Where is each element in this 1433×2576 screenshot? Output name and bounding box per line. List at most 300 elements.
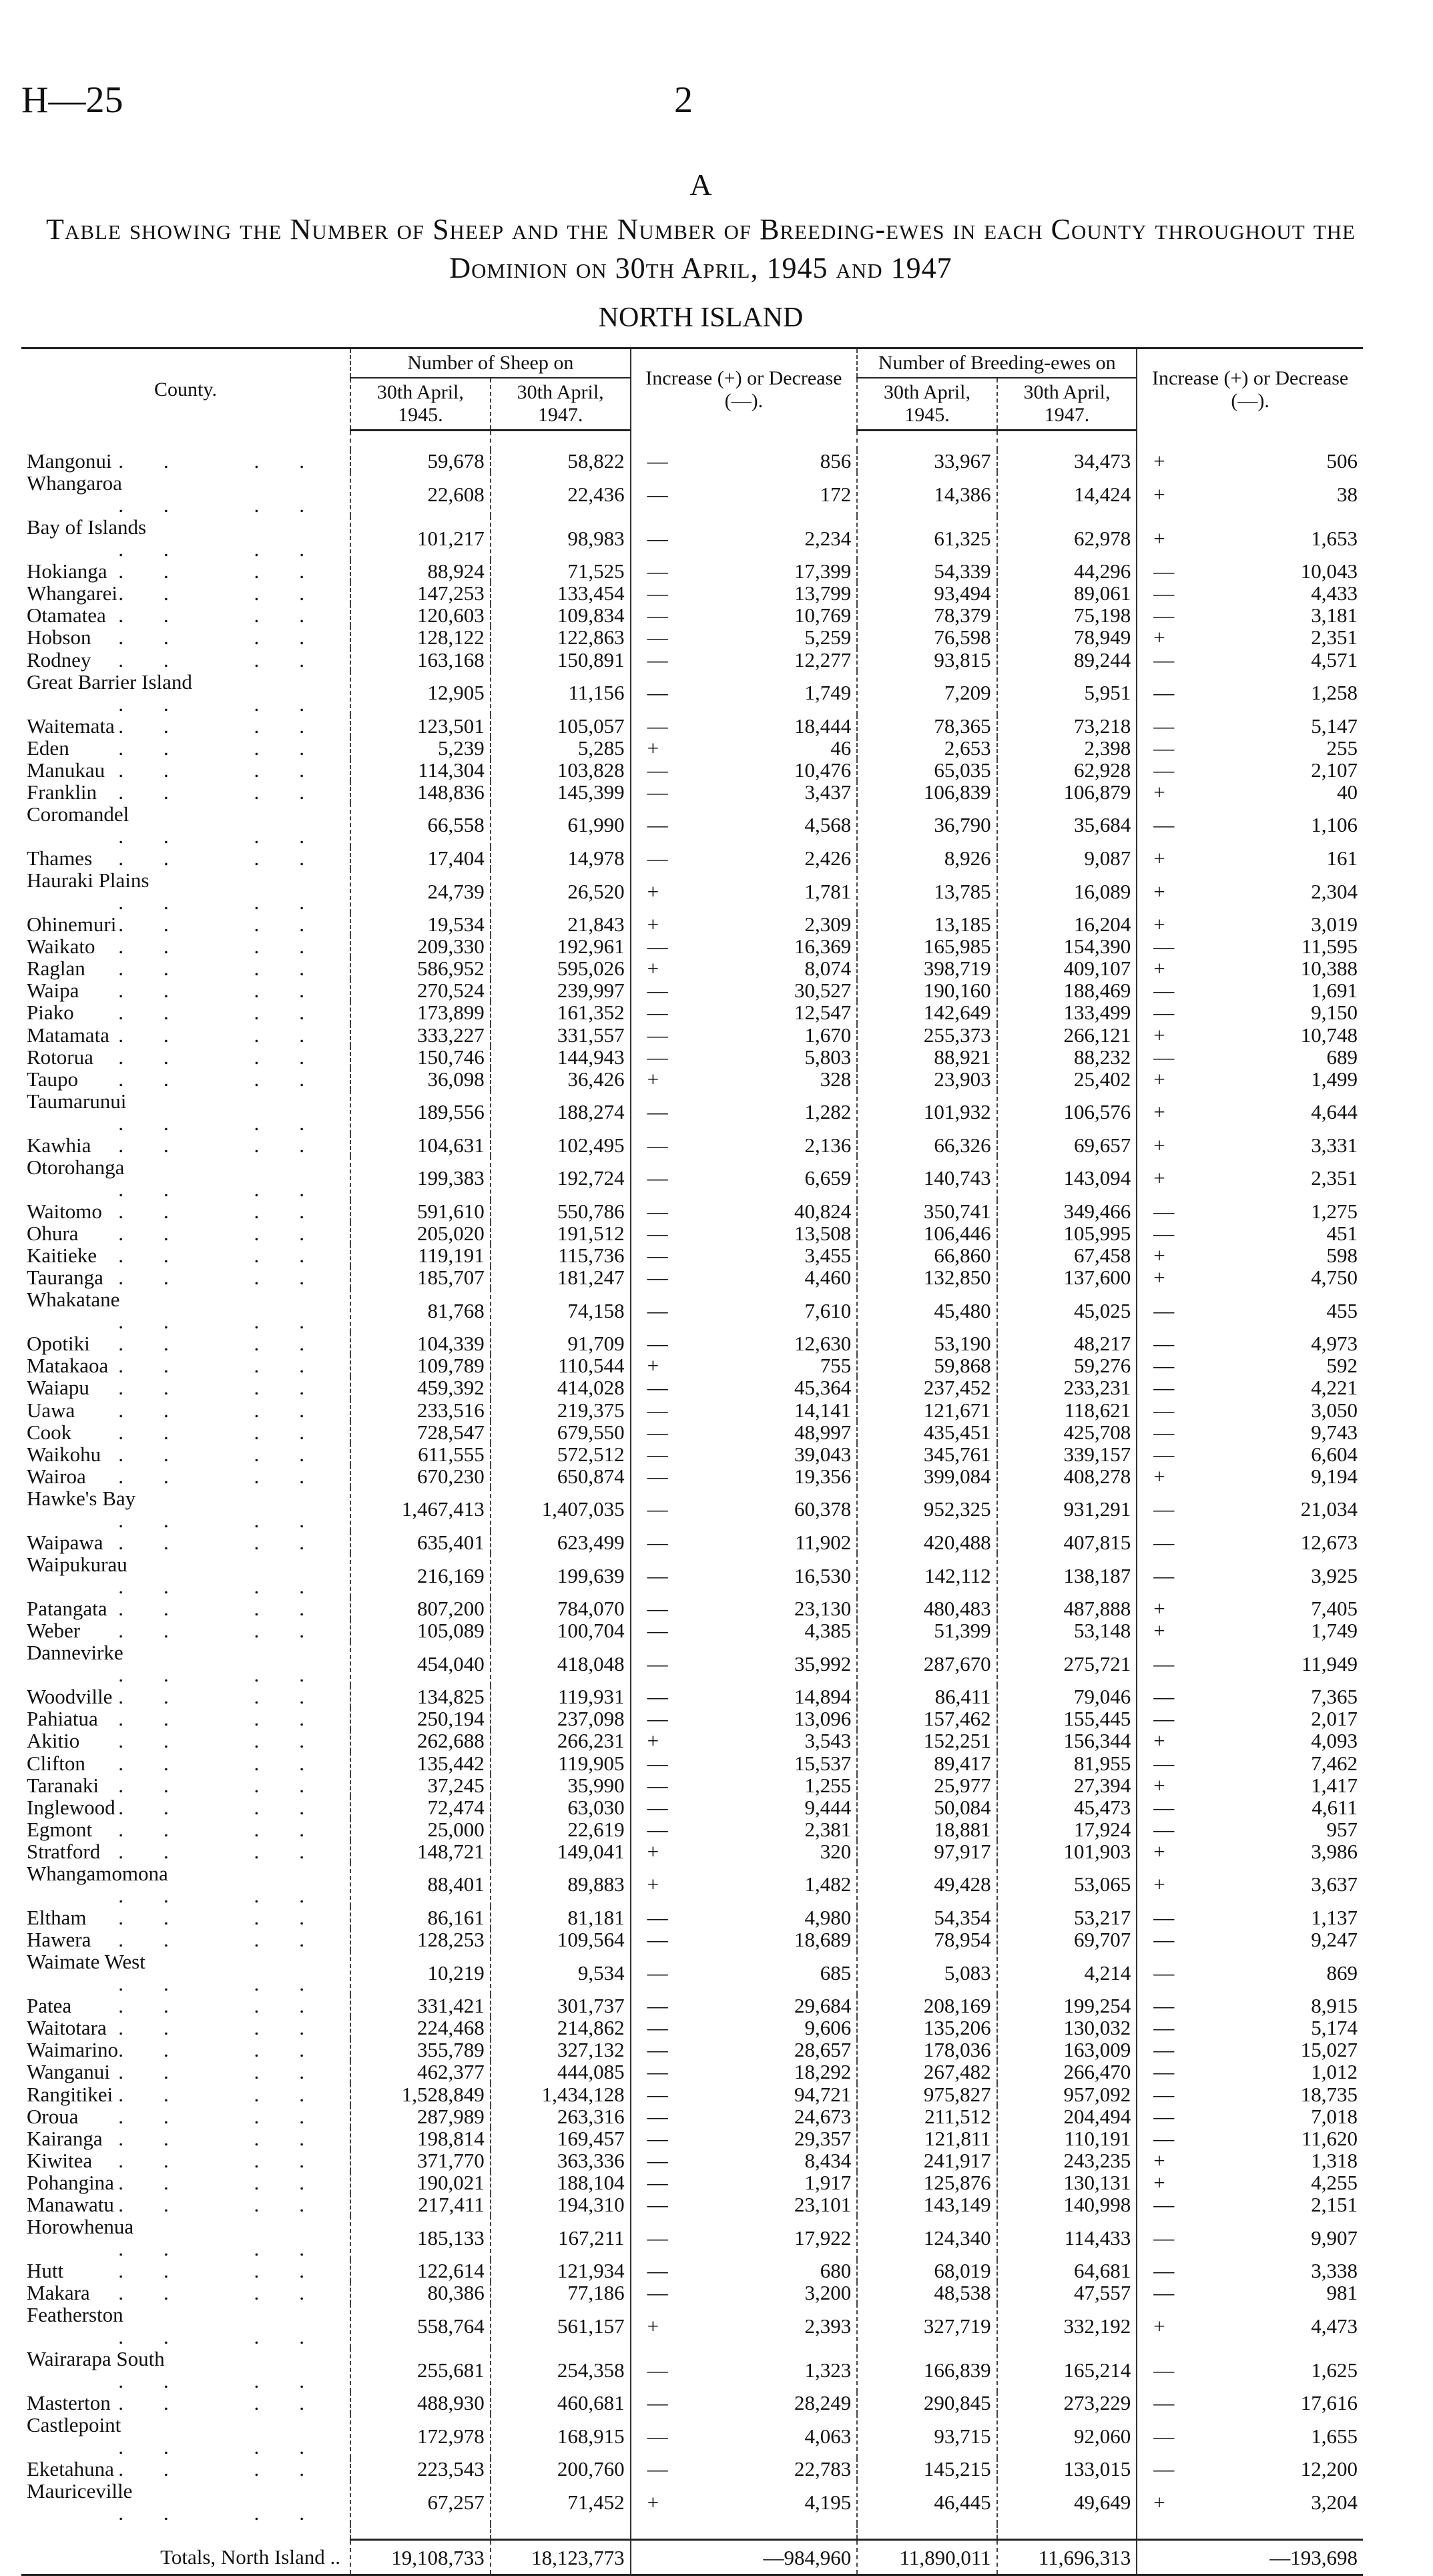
change-value: 46: [830, 736, 852, 760]
table-row: [21, 1332, 1363, 1354]
county-label: Hawera: [27, 1928, 91, 1952]
ewes-1945: 5,083: [857, 1951, 996, 1995]
change-sign: —: [1153, 1905, 1175, 1929]
change-value: 4,433: [1311, 581, 1358, 605]
ewes-1947: 53,065: [997, 1862, 1137, 1906]
sheep-change: [631, 2480, 858, 2524]
change-value: 506: [1326, 449, 1358, 473]
ewes-1945: 157,462: [857, 1708, 996, 1730]
change-value: 1,012: [1311, 2060, 1358, 2084]
change-value: 3,181: [1311, 603, 1358, 627]
ewes-1947: 78,949: [997, 626, 1137, 648]
county-label: Inglewood: [27, 1795, 115, 1819]
leader-dots: .. ..: [118, 2435, 344, 2459]
sheep-1947: 77,186: [491, 2282, 631, 2304]
change-value: 38: [1337, 482, 1358, 506]
change-value: 7,018: [1311, 2104, 1358, 2128]
header-sheep-1945: 30th April, 1945.: [350, 378, 491, 431]
ewes-change: [1137, 2039, 1363, 2061]
change-sign: —: [647, 758, 668, 782]
sheep-change: [631, 472, 858, 516]
sheep-1945: 72,474: [350, 1796, 491, 1818]
ewes-1945: 49,428: [857, 1862, 996, 1906]
change-value: 2,309: [804, 913, 852, 937]
change-sign: +: [1153, 1166, 1165, 1190]
ewes-change: [1137, 1465, 1363, 1487]
sheep-change: [631, 1465, 858, 1487]
ewes-change: [1137, 648, 1363, 670]
sheep-1945: 148,721: [350, 1840, 491, 1862]
leader-dots: .. ..: [118, 1332, 344, 1356]
leader-dots: .. ..: [118, 2016, 344, 2040]
change-value: 40: [1337, 780, 1358, 804]
ewes-1945: 166,839: [857, 2348, 996, 2392]
change-sign: —: [1153, 1420, 1175, 1444]
county-name: [21, 2105, 350, 2127]
ewes-1945: 48,538: [857, 2282, 996, 2304]
change-sign: —: [647, 581, 668, 605]
table-row: [21, 2149, 1363, 2171]
sheep-change: [631, 869, 858, 913]
change-value: 680: [820, 2259, 852, 2283]
change-value: 320: [820, 1839, 852, 1863]
county-name: [21, 1730, 350, 1752]
leader-dots: .. ..: [118, 1067, 344, 1091]
change-value: 7,365: [1311, 1685, 1358, 1709]
ewes-1947: 67,458: [997, 1244, 1137, 1266]
change-value: 13,799: [794, 581, 852, 605]
change-sign: —: [647, 2457, 668, 2481]
ewes-1947: 243,235: [997, 2149, 1137, 2171]
leader-dots: .. ..: [118, 1663, 344, 1687]
ewes-1945: 89,417: [857, 1752, 996, 1774]
table-row: [21, 2194, 1363, 2216]
change-value: 4,460: [804, 1266, 852, 1290]
sheep-1947: 327,132: [491, 2039, 631, 2061]
ewes-change: [1137, 1862, 1363, 1906]
ewes-1947: 16,089: [997, 869, 1137, 913]
ewes-change: [1137, 1906, 1363, 1928]
sheep-change: [631, 781, 858, 803]
change-value: 4,980: [804, 1905, 852, 1929]
county-name: [21, 1619, 350, 1641]
sheep-change: [631, 1597, 858, 1619]
change-sign: —: [647, 1133, 668, 1157]
sheep-1945: 1,528,849: [350, 2083, 491, 2105]
table-row: [21, 781, 1363, 803]
ewes-change: [1137, 472, 1363, 516]
ewes-change: [1137, 935, 1363, 957]
sheep-1945: 462,377: [350, 2061, 491, 2083]
change-value: 28,249: [794, 2391, 852, 2415]
sheep-change: [631, 2127, 858, 2149]
ewes-1947: 156,344: [997, 1730, 1137, 1752]
table-row: [21, 737, 1363, 759]
sheep-1947: 109,834: [491, 604, 631, 626]
county-label: Dannevirke: [27, 1641, 123, 1665]
sheep-1947: 21,843: [491, 913, 631, 935]
change-value: 4,973: [1311, 1332, 1358, 1356]
sheep-1945: 173,899: [350, 1001, 491, 1023]
change-value: 15,537: [794, 1751, 852, 1775]
county-label: Kawhia: [27, 1133, 91, 1157]
sheep-change: [631, 1752, 858, 1774]
sheep-change: [631, 516, 858, 560]
leader-dots: .. ..: [118, 2325, 344, 2349]
leader-dots: .. ..: [118, 1839, 344, 1863]
change-sign: +: [647, 736, 659, 760]
sheep-change: [631, 979, 858, 1001]
change-sign: —: [647, 2060, 668, 2084]
ewes-change: [1137, 626, 1363, 648]
county-name: [21, 847, 350, 869]
change-sign: —: [1153, 1994, 1175, 2018]
change-value: 2,351: [1311, 625, 1358, 650]
leader-dots: .. ..: [118, 625, 344, 650]
sheep-change: [631, 2083, 858, 2105]
table-row: [21, 847, 1363, 869]
county-name: [21, 2260, 350, 2282]
change-value: 12,673: [1300, 1530, 1358, 1554]
county-name: [21, 1068, 350, 1090]
change-sign: —: [1153, 736, 1175, 760]
change-sign: —: [1153, 2226, 1175, 2250]
change-sign: —: [1153, 2457, 1175, 2481]
ewes-1947: 25,402: [997, 1068, 1137, 1090]
change-value: 3,437: [804, 780, 852, 804]
change-sign: +: [647, 1729, 659, 1753]
table-row: [21, 516, 1363, 560]
change-sign: —: [1153, 2281, 1175, 2305]
change-sign: —: [647, 780, 668, 804]
sheep-1947: 100,704: [491, 1619, 631, 1641]
county-label: Weber: [27, 1619, 81, 1643]
county-label: Whakatane: [27, 1288, 120, 1312]
change-value: 19,356: [794, 1464, 852, 1488]
change-value: 2,351: [1311, 1166, 1358, 1190]
change-sign: —: [647, 2259, 668, 2283]
table-row: [21, 1951, 1363, 1995]
change-value: 3,338: [1311, 2259, 1358, 2283]
ewes-1947: 34,473: [997, 450, 1137, 472]
sheep-1947: 167,211: [491, 2216, 631, 2260]
leader-dots: .. ..: [118, 1707, 344, 1731]
change-value: 1,282: [804, 1100, 852, 1124]
header-ewes-1947: 30th April, 1947.: [997, 378, 1137, 431]
ewes-1945: 78,365: [857, 715, 996, 737]
county-label: Eltham: [27, 1905, 87, 1929]
county-name: [21, 781, 350, 803]
sheep-1945: 150,746: [350, 1046, 491, 1068]
table-row: [21, 1862, 1363, 1906]
ewes-1947: 92,060: [997, 2414, 1137, 2458]
sheep-1947: 263,316: [491, 2105, 631, 2127]
header-county: County.: [154, 378, 217, 401]
leader-dots: .. ..: [118, 1133, 344, 1157]
sheep-1945: 270,524: [350, 979, 491, 1001]
sheep-change: [631, 2348, 858, 2392]
change-value: 11,902: [795, 1530, 852, 1554]
leader-dots: .. ..: [118, 913, 344, 937]
change-sign: +: [647, 2490, 659, 2514]
table-row: [21, 1266, 1363, 1288]
change-sign: —: [647, 1563, 668, 1587]
leader-dots: .. ..: [118, 2501, 344, 2525]
table-row: [21, 715, 1363, 737]
ewes-1945: 237,452: [857, 1376, 996, 1398]
leader-dots: .. ..: [118, 2148, 344, 2172]
change-sign: +: [1153, 2170, 1165, 2194]
sheep-1945: 134,825: [350, 1686, 491, 1708]
leader-dots: .. ..: [118, 581, 344, 605]
change-value: 1,670: [804, 1023, 852, 1047]
table-row: [21, 1090, 1363, 1134]
sheep-1947: 1,434,128: [491, 2083, 631, 2105]
county-label: Kaitieke: [27, 1244, 97, 1268]
sheep-change: [631, 1266, 858, 1288]
change-sign: +: [647, 1872, 659, 1896]
leader-dots: .. ..: [118, 2104, 344, 2128]
ewes-1945: 132,850: [857, 1266, 996, 1288]
totals-sheep-1947: 18,123,773: [491, 2540, 631, 2575]
sheep-1945: 66,558: [350, 803, 491, 847]
table-row: [21, 1244, 1363, 1266]
sheep-change: [631, 1951, 858, 1995]
ewes-1945: 86,411: [857, 1686, 996, 1708]
county-label: Oroua: [27, 2104, 79, 2128]
sheep-1947: 169,457: [491, 2127, 631, 2149]
table-row: [21, 1553, 1363, 1597]
ewes-1945: 267,482: [857, 2061, 996, 2083]
county-label: Franklin: [27, 780, 97, 804]
leader-dots: .. ..: [118, 2082, 344, 2106]
county-name: [21, 648, 350, 670]
ewes-1945: 399,084: [857, 1465, 996, 1487]
county-name: [21, 1332, 350, 1354]
leader-dots: .. ..: [118, 2457, 344, 2481]
county-label: Kairanga: [27, 2126, 103, 2150]
change-sign: +: [647, 879, 659, 903]
change-value: 29,357: [794, 2126, 852, 2150]
ewes-change: [1137, 979, 1363, 1001]
change-value: 7,462: [1311, 1751, 1358, 1775]
sheep-1947: 460,681: [491, 2392, 631, 2414]
county-name: [21, 1421, 350, 1443]
ewes-1945: 66,860: [857, 1244, 996, 1266]
county-label: Woodville: [27, 1685, 113, 1709]
ewes-change: [1137, 2105, 1363, 2127]
change-value: 869: [1326, 1961, 1358, 1985]
change-value: 18,689: [794, 1928, 852, 1952]
sheep-change: [631, 1244, 858, 1266]
change-sign: +: [1153, 879, 1165, 903]
sheep-1947: 150,891: [491, 648, 631, 670]
ewes-1947: 199,254: [997, 1995, 1137, 2017]
change-sign: —: [647, 2193, 668, 2217]
change-value: 685: [820, 1961, 852, 1985]
sheep-1947: 192,961: [491, 935, 631, 957]
change-value: 3,925: [1311, 1563, 1358, 1587]
ewes-change: [1137, 1001, 1363, 1023]
ewes-1945: 25,977: [857, 1774, 996, 1796]
change-sign: +: [647, 957, 659, 981]
sheep-1947: 200,760: [491, 2458, 631, 2480]
leader-dots: .. ..: [118, 1508, 344, 1532]
county-label: Whangaroa: [27, 471, 122, 495]
change-sign: —: [647, 559, 668, 583]
ewes-1947: 101,903: [997, 1840, 1137, 1862]
county-name: [21, 1090, 350, 1134]
table-row: [21, 1046, 1363, 1068]
sheep-change: [631, 626, 858, 648]
change-sign: —: [1153, 1530, 1175, 1554]
ewes-1947: 47,557: [997, 2282, 1137, 2304]
sheep-1945: 135,442: [350, 1752, 491, 1774]
ewes-1947: 155,445: [997, 1708, 1137, 1730]
sheep-1945: 24,739: [350, 869, 491, 913]
leader-dots: .. ..: [118, 2126, 344, 2150]
change-value: 8,915: [1311, 1994, 1358, 2018]
sheep-1945: 104,339: [350, 1332, 491, 1354]
county-name: [21, 2480, 350, 2524]
change-sign: —: [1153, 1817, 1175, 1841]
change-sign: —: [1153, 935, 1175, 959]
ewes-1947: 165,214: [997, 2348, 1137, 2392]
ewes-change: [1137, 2017, 1363, 2039]
ewes-1947: 69,707: [997, 1928, 1137, 1951]
change-sign: +: [1153, 1067, 1165, 1091]
ewes-1945: 2,653: [857, 737, 996, 759]
change-value: 3,986: [1311, 1839, 1358, 1863]
sheep-change: [631, 2260, 858, 2282]
sheep-1947: 63,030: [491, 1796, 631, 1818]
change-value: 18,444: [794, 714, 852, 738]
change-value: 16,369: [794, 935, 852, 959]
sheep-1947: 144,943: [491, 1046, 631, 1068]
ewes-1947: 89,061: [997, 582, 1137, 604]
change-sign: —: [647, 935, 668, 959]
ewes-1947: 138,187: [997, 1553, 1137, 1597]
sheep-1947: 9,534: [491, 1951, 631, 1995]
change-sign: +: [1153, 957, 1165, 981]
ewes-1947: 273,229: [997, 2392, 1137, 2414]
sheep-1945: 19,534: [350, 913, 491, 935]
sheep-change: [631, 2105, 858, 2127]
ewes-1947: 14,424: [997, 472, 1137, 516]
sheep-1945: 190,021: [350, 2171, 491, 2194]
leader-dots: .. ..: [118, 1420, 344, 1444]
sheep-change: [631, 1134, 858, 1156]
change-value: 7,610: [804, 1298, 852, 1322]
sheep-1945: 209,330: [350, 935, 491, 957]
county-label: Tauranga: [27, 1266, 103, 1290]
county-label: Manukau: [27, 758, 105, 782]
table-row: [21, 1399, 1363, 1421]
sheep-1945: 217,411: [350, 2194, 491, 2216]
table-row: [21, 935, 1363, 957]
county-label: Featherston: [27, 2303, 123, 2327]
county-label: Wanganui: [27, 2060, 110, 2084]
sheep-1945: 591,610: [350, 1200, 491, 1222]
change-value: 1,258: [1311, 681, 1358, 705]
sheep-1947: 188,104: [491, 2171, 631, 2194]
ewes-1945: 7,209: [857, 671, 996, 715]
change-sign: —: [1153, 714, 1175, 738]
sheep-1947: 219,375: [491, 1399, 631, 1421]
sheep-1947: 35,990: [491, 1774, 631, 1796]
change-sign: —: [647, 1244, 668, 1268]
leader-dots: .. ..: [118, 824, 344, 848]
ewes-1945: 145,215: [857, 2458, 996, 2480]
sheep-1945: 163,168: [350, 648, 491, 670]
change-value: 4,611: [1312, 1795, 1358, 1819]
sheep-1945: 59,678: [350, 450, 491, 472]
sheep-change: [631, 1332, 858, 1354]
change-value: 13,508: [794, 1222, 852, 1246]
sheep-1945: 255,681: [350, 2348, 491, 2392]
change-sign: —: [1153, 2391, 1175, 2415]
sheep-1947: 122,863: [491, 626, 631, 648]
leader-dots: .. ..: [118, 648, 344, 672]
change-value: 17,922: [794, 2226, 852, 2250]
sheep-1947: 61,990: [491, 803, 631, 847]
change-value: 2,426: [804, 846, 852, 870]
sheep-change: [631, 2171, 858, 2194]
ewes-1947: 89,244: [997, 648, 1137, 670]
change-value: 2,381: [804, 1817, 852, 1841]
sheep-1947: 105,057: [491, 715, 631, 737]
change-value: 35,992: [794, 1651, 852, 1676]
ewes-1945: 18,881: [857, 1818, 996, 1840]
change-value: 161: [1326, 846, 1358, 870]
county-name: [21, 715, 350, 737]
county-name: [21, 1134, 350, 1156]
sheep-1945: 233,516: [350, 1399, 491, 1421]
ewes-1945: 45,480: [857, 1288, 996, 1332]
leader-dots: .. ..: [118, 1685, 344, 1709]
change-sign: —: [1153, 603, 1175, 627]
ewes-change: [1137, 847, 1363, 869]
county-name: [21, 2061, 350, 2083]
change-sign: —: [647, 1464, 668, 1488]
county-label: Egmont: [27, 1817, 93, 1841]
change-value: 172: [820, 482, 852, 506]
change-sign: —: [1153, 2082, 1175, 2106]
leader-dots: .. ..: [118, 559, 344, 583]
change-sign: —: [647, 2226, 668, 2250]
table-row: [21, 1995, 1363, 2017]
ewes-1945: 255,373: [857, 1024, 996, 1046]
change-value: 5,259: [804, 625, 852, 650]
change-value: 11,620: [1301, 2126, 1358, 2150]
leader-dots: .. ..: [118, 692, 344, 716]
ewes-1947: 137,600: [997, 1266, 1137, 1288]
county-label: Taumarunui: [27, 1089, 127, 1113]
change-sign: +: [1153, 449, 1165, 473]
change-sign: —: [647, 603, 668, 627]
sheep-change: [631, 715, 858, 737]
ewes-1947: 53,148: [997, 1619, 1137, 1641]
county-label: Hutt: [27, 2259, 64, 2283]
sheep-1947: 623,499: [491, 1531, 631, 1553]
change-value: 4,571: [1311, 648, 1358, 672]
ewes-1945: 287,670: [857, 1641, 996, 1686]
ewes-1947: 105,995: [997, 1222, 1137, 1244]
sheep-1945: 5,239: [350, 737, 491, 759]
county-label: Eketahuna: [27, 2457, 114, 2481]
change-value: 39,043: [794, 1442, 852, 1466]
change-sign: —: [1153, 2259, 1175, 2283]
